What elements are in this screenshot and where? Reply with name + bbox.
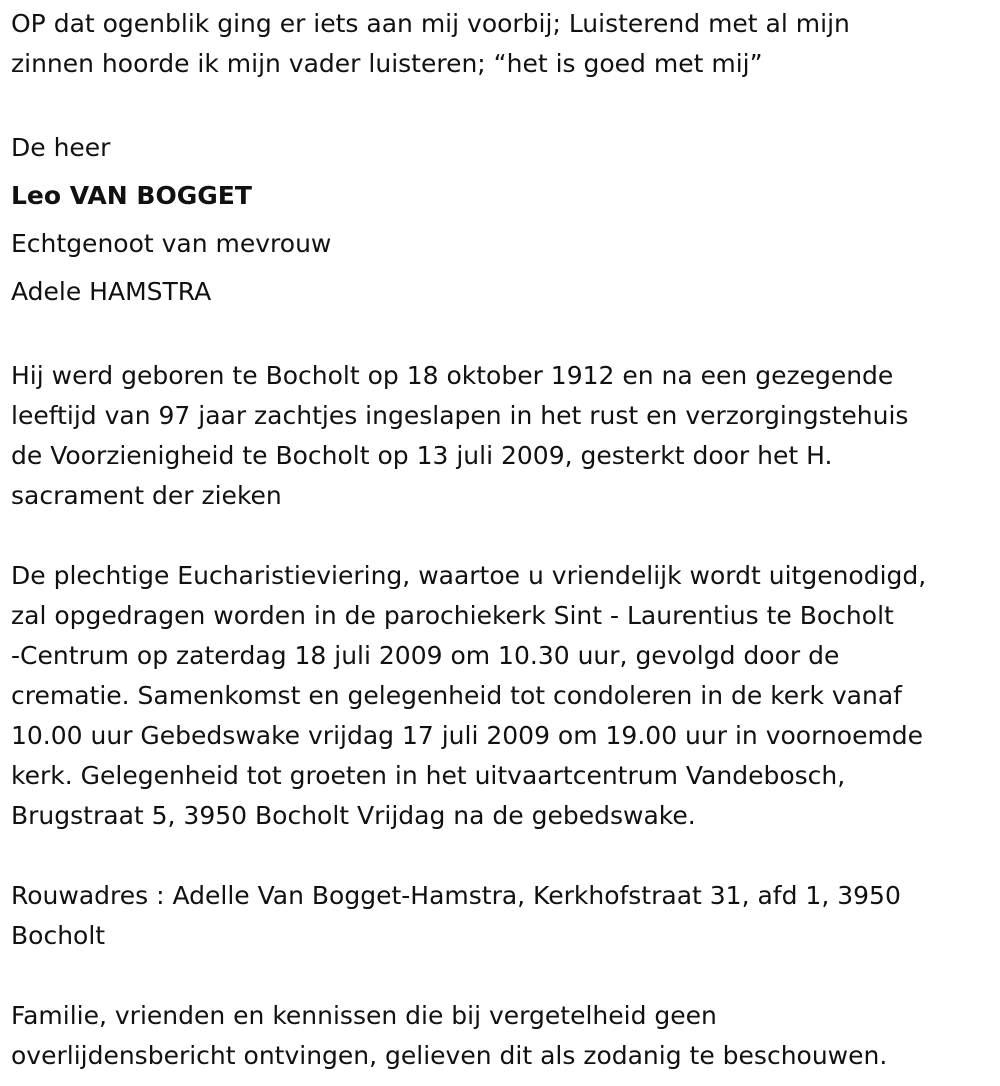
paragraph-line: zal opgedragen worden in de parochiekerk Sint - Laurentius te Bocholt bbox=[11, 601, 894, 630]
spouse-name: Adele HAMSTRA bbox=[11, 277, 212, 306]
obituary-document bbox=[11, 4, 996, 1076]
paragraph-line: overlijdensbericht ontvingen, gelieven dit als zodanig te beschouwen. bbox=[11, 1041, 888, 1070]
paragraph-line: sacrament der zieken bbox=[11, 481, 282, 510]
mourning-address-paragraph bbox=[11, 876, 996, 956]
paragraph-line: -Centrum op zaterdag 18 juli 2009 om 10.30 uur, gevolgd door de bbox=[11, 641, 840, 670]
paragraph-line: Rouwadres : Adelle Van Bogget-Hamstra, Kerkhofstraat 31, afd 1, 3950 bbox=[11, 881, 901, 910]
paragraph-line: Familie, vrienden en kennissen die bij vergetelheid geen bbox=[11, 1001, 717, 1030]
paragraph-spacer bbox=[11, 316, 996, 356]
intro-quote bbox=[11, 4, 996, 84]
intro-line: OP dat ogenblik ging er iets aan mij voorbij; Luisterend met al mijn bbox=[11, 9, 850, 38]
paragraph-spacer bbox=[11, 84, 996, 124]
paragraph-spacer bbox=[11, 516, 996, 556]
ceremony-paragraph bbox=[11, 556, 996, 836]
deceased-name: Leo VAN BOGGET bbox=[11, 181, 252, 210]
paragraph-line: Brugstraat 5, 3950 Bocholt Vrijdag na de gebedswake. bbox=[11, 801, 696, 830]
paragraph-line: leeftijd van 97 jaar zachtjes ingeslapen in het rust en verzorgingstehuis bbox=[11, 401, 909, 430]
paragraph-line: crematie. Samenkomst en gelegenheid tot condoleren in de kerk vanaf bbox=[11, 681, 902, 710]
deceased-name-block bbox=[11, 124, 996, 316]
paragraph-spacer bbox=[11, 956, 996, 996]
paragraph-line: Hij werd geboren te Bocholt op 18 oktober 1912 en na een gezegende bbox=[11, 361, 894, 390]
paragraph-spacer bbox=[11, 836, 996, 876]
birth-death-paragraph bbox=[11, 356, 996, 516]
intro-line: zinnen hoorde ik mijn vader luisteren; “het is goed met mij” bbox=[11, 49, 763, 78]
closing-paragraph bbox=[11, 996, 996, 1076]
spouse-label: Echtgenoot van mevrouw bbox=[11, 229, 332, 258]
paragraph-line: kerk. Gelegenheid tot groeten in het uitvaartcentrum Vandebosch, bbox=[11, 761, 846, 790]
paragraph-line: Bocholt bbox=[11, 921, 106, 950]
paragraph-line: de Voorzienigheid te Bocholt op 13 juli 2009, gesterkt door het H. bbox=[11, 441, 833, 470]
salutation: De heer bbox=[11, 133, 111, 162]
paragraph-line: De plechtige Eucharistieviering, waartoe u vriendelijk wordt uitgenodigd, bbox=[11, 561, 927, 590]
paragraph-line: 10.00 uur Gebedswake vrijdag 17 juli 2009 om 19.00 uur in voornoemde bbox=[11, 721, 924, 750]
